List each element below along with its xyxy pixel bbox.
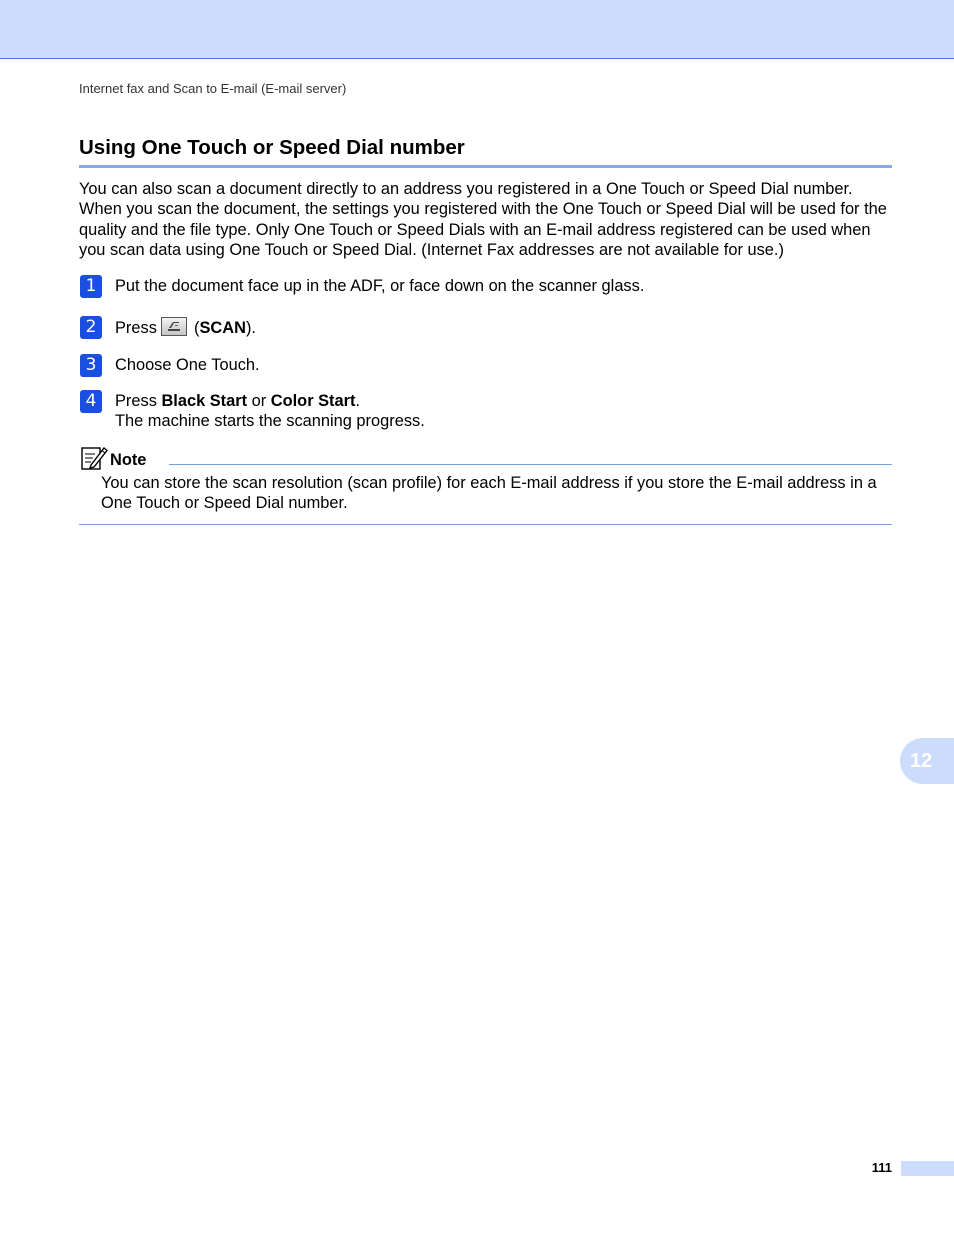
step-number-badge: 1 [80, 275, 102, 298]
step-number-badge: 2 [80, 316, 102, 339]
step-text: Put the document face up in the ADF, or face down on the scanner glass. [115, 277, 645, 295]
step-subtext: The machine starts the scanning progress. [115, 412, 425, 430]
page-number: 111 [871, 1160, 892, 1175]
scan-key-label: SCAN [199, 319, 246, 337]
open-paren: ( [189, 319, 200, 337]
header-band [0, 0, 954, 59]
step-text [115, 317, 256, 338]
chapter-tab: 12 [900, 738, 954, 784]
black-start-label: Black Start [161, 392, 248, 410]
scan-key-icon [161, 317, 187, 336]
note-box [79, 445, 892, 525]
color-start-label: Color Start [270, 392, 356, 410]
step-text: Choose One Touch. [115, 356, 260, 374]
page-number-bar [901, 1161, 954, 1176]
close-paren: ). [245, 319, 256, 337]
note-pencil-icon [81, 445, 109, 476]
step-middle: or [247, 392, 271, 410]
step-prefix: Press [115, 319, 157, 337]
step-number-badge: 3 [80, 354, 102, 377]
step-number-badge: 4 [80, 390, 102, 413]
running-head: Internet fax and Scan to E-mail (E-mail server) [79, 81, 347, 96]
intro-paragraph: You can also scan a document directly to an address you registered in a One Touch or Speed Dial number. When you scan the document, the settings you registered with the One Touch or Speed Dial will be used for the quality and the file type. Only One Touch or Speed Dials with an E-mail address registered can be used when you scan data using One Touch or Speed Dial. (Internet Fax addresses are not available for use.) [79, 180, 887, 259]
step-prefix: Press [115, 392, 162, 410]
note-label: Note [110, 451, 147, 469]
note-divider [169, 464, 892, 465]
section-title: Using One Touch or Speed Dial number [79, 136, 892, 168]
step-text [115, 391, 360, 411]
note-text: You can store the scan resolution (scan profile) for each E-mail address if you store the E-mail address in a One Touch or Speed Dial number. [101, 474, 877, 513]
step-suffix: . [355, 392, 361, 410]
